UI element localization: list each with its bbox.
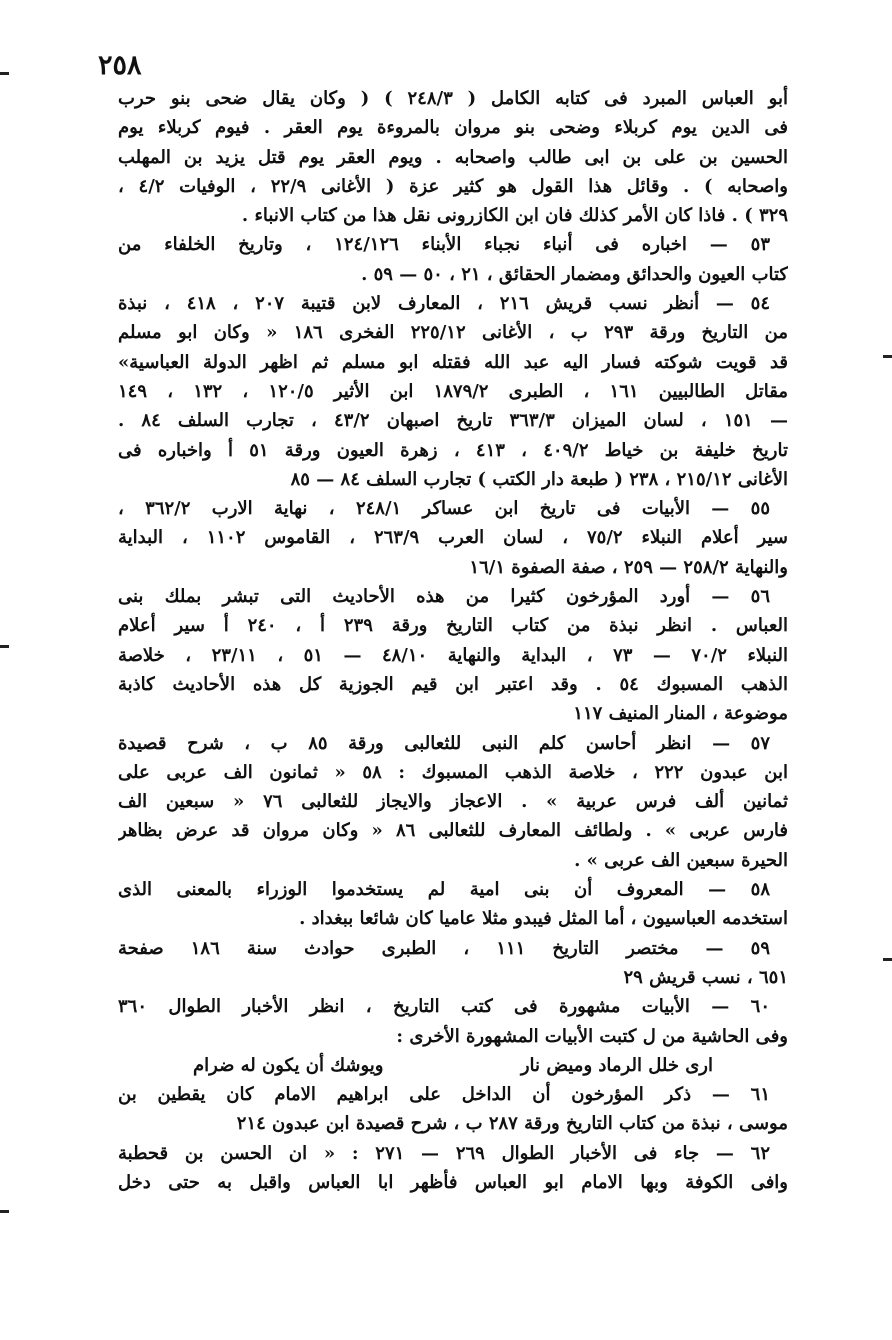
footnote-55-line: ٥٥ — الأبيات فى تاريخ ابن عساكر ٢٤٨/١ ، نهاية الارب ٣٦٢/٢ ، — [118, 498, 770, 520]
text-line: — ١٥١ ، لسان الميزان ٣٦٣/٣ تاريخ اصبهان ٤٣/٢ ، تجارب السلف ٨٤ . — [118, 410, 788, 432]
footnote-56-line: ٥٦ — أورد المؤرخون كثيرا من هذه الأحاديث التى تبشر بملك بنى — [118, 586, 770, 608]
text-line: سير أعلام النبلاء ٧٥/٢ ، لسان العرب ٢٦٣/٩ ، القاموس ١١٠٢ ، البداية — [118, 527, 788, 549]
text-line: الحيرة سبعين الف عربى » . — [574, 849, 788, 871]
text-line: الذهب المسبوك ٥٤ . وقد اعتبر ابن قيم الجوزية كل هذه الأحاديث كاذبة — [118, 673, 788, 695]
scan-margin-mark — [0, 72, 9, 75]
scan-margin-mark — [883, 355, 892, 358]
footnote-58-line: ٥٨ — المعروف أن بنى امية لم يستخدموا الوزراء بالمعنى الذى — [118, 879, 770, 901]
text-line: واصحابه ) . وقائل هذا القول هو كثير عزة ( الأغانى ٢٢/٩ ، الوفيات ٤/٢ ، — [118, 175, 788, 197]
text-line: كتاب العيون والحدائق ومضمار الحقائق ، ٢١ ، ٥٠ — ٥٩ . — [361, 263, 788, 285]
text-line: النبلاء ٧٠/٢ — ٧٣ ، البداية والنهاية ٤٨/١٠ — ٥١ ، ٢٣/١١ ، خلاصة — [118, 644, 788, 666]
text-line: والنهاية ٢٥٨/٢ — ٢٥٩ ، صفة الصفوة ١٦/١ — [469, 556, 788, 578]
text-line: تاريخ خليفة بن خياط ٤٠٩/٢ ، ٤١٣ ، زهرة العيون ورقة ٥١ أ واخباره فى — [118, 439, 788, 461]
text-line: وفى الحاشية من ل كتبت الأبيات المشهورة الأخرى : — [396, 1025, 788, 1047]
verse-first-hemistich: ارى خلل الرماد وميض نار — [520, 1054, 713, 1076]
footnotes-body — [118, 84, 788, 1197]
text-line: من التاريخ ورقة ٢٩٣ ب ، الأغانى ٢٢٥/١٢ الفخرى ١٨٦ « وكان ابو مسلم — [118, 322, 788, 344]
page-number: ٢٥٨ — [98, 50, 142, 81]
verse-second-hemistich: ويوشك أن يكون له ضرام — [193, 1054, 384, 1076]
text-line: ٣٢٩ ) . فاذا كان الأمر كذلك فان ابن الكازرونى نقل هذا من كتاب الانباء . — [241, 205, 788, 227]
text-line: الحسين بن على بن ابى طالب واصحابه . ويوم العقر يوم قتل يزيد بن المهلب — [118, 146, 788, 168]
footnote-54-line: ٥٤ — أنظر نسب قريش ٢١٦ ، المعارف لابن قتيبة ٢٠٧ ، ٤١٨ ، نبذة — [118, 293, 770, 315]
footnote-57-line: ٥٧ — انظر أحاسن كلم النبى للثعالبى ورقة ٨٥ ب ، شرح قصيدة — [118, 732, 770, 754]
text-line: ٦٥١ ، نسب قريش ٢٩ — [623, 966, 788, 988]
text-line: ثمانين ألف فرس عربية » . الاعجاز والايجاز للثعالبى ٧٦ « سبعين الف — [118, 791, 788, 813]
footnote-53-line: ٥٣ — اخباره فى أنباء نجباء الأبناء ١٢٤/١٢٦ ، وتاريخ الخلفاء من — [118, 234, 770, 256]
text-line: فارس عربى » . ولطائف المعارف للثعالبى ٨٦ « وكان مروان قد عرض بظاهر — [118, 820, 788, 842]
text-line: وافى الكوفة وبها الامام ابو العباس فأظهر ابا العباس واقبل به حتى دخل — [118, 1171, 788, 1193]
footnote-59-line: ٥٩ — مختصر التاريخ ١١١ ، الطبرى حوادث سنة ١٨٦ صفحة — [118, 937, 770, 959]
text-line: قد قويت شوكته فسار اليه عبد الله فقتله ابو مسلم ثم اظهر الدولة العباسية» — [118, 351, 788, 373]
text-line: فى الدين يوم كربلاء وضحى بنو مروان بالمروءة يوم العقر . فيوم كربلاء يوم — [118, 117, 788, 139]
footnote-60-line: ٦٠ — الأبيات مشهورة فى كتب التاريخ ، انظر الأخبار الطوال ٣٦٠ — [118, 996, 770, 1018]
text-line: موضوعة ، المنار المنيف ١١٧ — [573, 703, 788, 725]
scan-margin-mark — [0, 645, 9, 648]
text-line: موسى ، نبذة من كتاب التاريخ ورقة ٢٨٧ ب ، شرح قصيدة ابن عبدون ٢١٤ — [236, 1113, 788, 1135]
text-line: استخدمه العباسيون ، أما المثل فيبدو مثلا عاميا كان شائعا ببغداد . — [299, 908, 788, 930]
text-line: العباس . انظر نبذة من كتاب التاريخ ورقة ٢٣٩ أ ، ٢٤٠ أ سير أعلام — [118, 615, 788, 637]
poetry-verse — [118, 1051, 788, 1080]
footnote-61-line: ٦١ — ذكر المؤرخون أن الداخل على ابراهيم الامام كان يقطين بن — [118, 1084, 770, 1106]
text-line: مقاتل الطالبيين ١٦١ ، الطبرى ١٨٧٩/٢ ابن الأثير ١٢٠/٥ ، ١٣٢ ، ١٤٩ — [118, 380, 788, 402]
scan-margin-mark — [883, 958, 892, 961]
text-line: ابن عبدون ٢٢٢ ، خلاصة الذهب المسبوك : ٥٨ « ثمانون الف عربى على — [118, 761, 788, 783]
text-line: الأغانى ٢١٥/١٢ ، ٢٣٨ ( طبعة دار الكتب ) تجارب السلف ٨٤ — ٨٥ — [290, 468, 788, 490]
scan-margin-mark — [0, 1210, 9, 1213]
footnote-62-line: ٦٢ — جاء فى الأخبار الطوال ٢٦٩ — ٢٧١ : « ان الحسن بن قحطبة — [118, 1142, 770, 1164]
text-line: أبو العباس المبرد فى كتابه الكامل ( ٢٤٨/٣ ) ( وكان يقال ضحى بنو حرب — [118, 88, 788, 109]
